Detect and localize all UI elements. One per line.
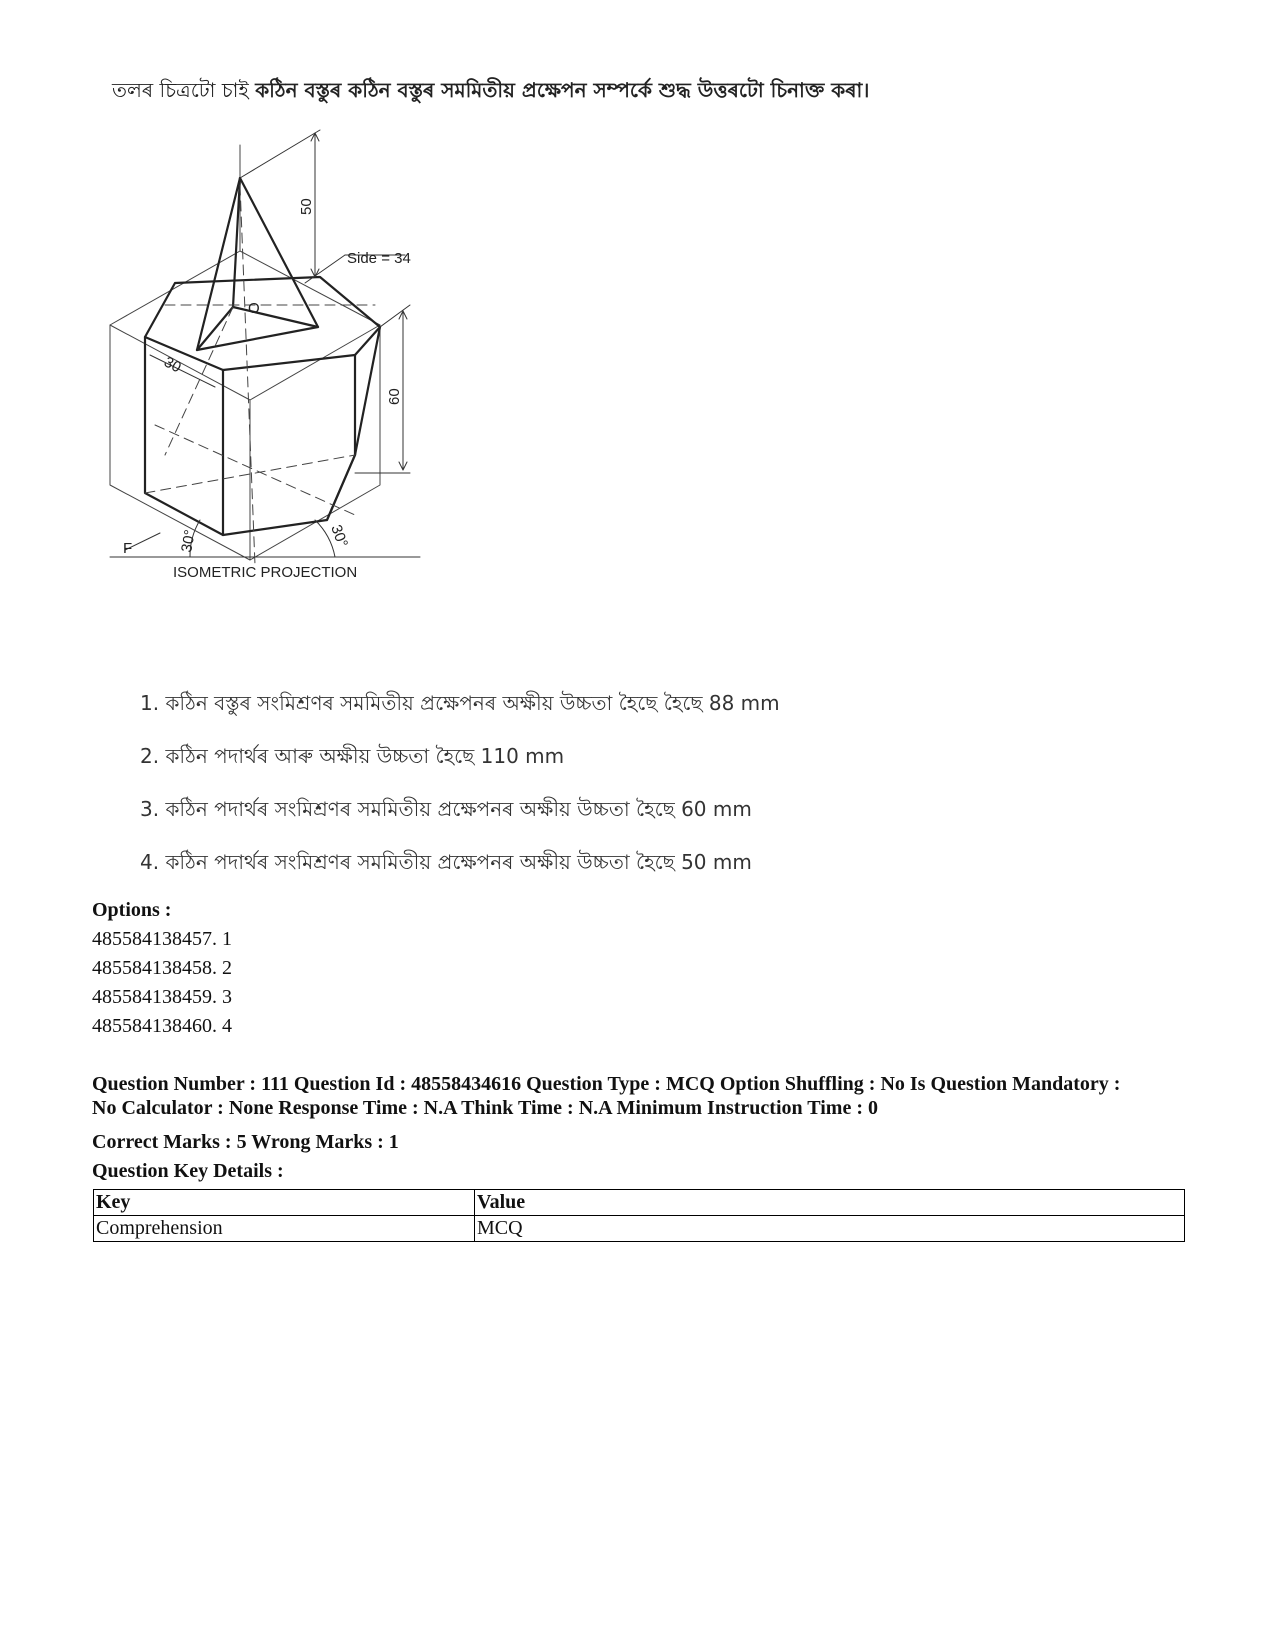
options-label: Options : [92, 899, 172, 921]
marks-line: Correct Marks : 5 Wrong Marks : 1 [92, 1131, 399, 1153]
option-item-4: 485584138460. 4 [92, 1015, 232, 1037]
table-header-row [94, 1190, 1185, 1216]
question-prefix: তলৰ চিত্ৰটো চাই [112, 78, 256, 102]
angle-label-left: 30° [178, 528, 199, 554]
option-item-1: 485584138457. 1 [92, 928, 232, 950]
choice-3: 3. কঠিন পদাৰ্থৰ সংমিশ্ৰণৰ সমমিতীয় প্ৰক্ষেপনৰ অক্ষীয় উচ্চতা হৈছে 60 mm [140, 797, 752, 821]
options-block [92, 896, 1212, 1041]
isometric-projection-figure [105, 125, 445, 615]
dim-label-30: 30 [161, 353, 184, 377]
center-label-o: O [248, 300, 260, 317]
question-header-line2: No Calculator : None Response Time : N.A Think Time : N.A Minimum Instruction Time : 0 [92, 1097, 878, 1119]
table-cell-value: MCQ [475, 1216, 1185, 1242]
question-header-line1: Question Number : 111 Question Id : 48558434616 Question Type : MCQ Option Shuffling : No Is Question Mandatory : [92, 1073, 1121, 1095]
table-row [94, 1216, 1185, 1242]
key-details-label: Question Key Details : [92, 1160, 284, 1182]
key-details-table [93, 1189, 1185, 1242]
option-item-2: 485584138458. 2 [92, 957, 232, 979]
dim-label-side: Side = 34 [347, 250, 411, 267]
answer-choices [140, 688, 1040, 900]
dim-label-60: 60 [386, 388, 403, 405]
choice-2: 2. কঠিন পদাৰ্থৰ আৰু অক্ষীয় উচ্চতা হৈছে 110 mm [140, 744, 565, 768]
choice-1: 1. কঠিন বস্তুৰ সংমিশ্ৰণৰ সমমিতীয় প্ৰক্ষেপনৰ অক্ষীয় উচ্চতা হৈছে হৈছে 88 mm [140, 691, 780, 715]
table-header-key: Key [94, 1190, 475, 1216]
angle-label-right: 30° [327, 522, 351, 550]
dim-label-50: 50 [298, 198, 315, 215]
question-bold-text: কঠিন বস্তুৰ কঠিন বস্তুৰ সমমিতীয় প্ৰক্ষেপন সম্পৰ্কে শুদ্ধ উত্তৰটো চিনাক্ত কৰা। [255, 78, 870, 102]
option-item-3: 485584138459. 3 [92, 986, 232, 1008]
figure-caption: ISOMETRIC PROJECTION [173, 564, 358, 581]
choice-4: 4. কঠিন পদাৰ্থৰ সংমিশ্ৰণৰ সমমিতীয় প্ৰক্ষেপনৰ অক্ষীয় উচ্চতা হৈছে 50 mm [140, 850, 752, 874]
table-header-value: Value [475, 1190, 1185, 1216]
f-label: F [123, 540, 133, 557]
question-header [92, 1072, 1232, 1120]
question-text [112, 76, 1212, 109]
table-cell-key: Comprehension [94, 1216, 475, 1242]
